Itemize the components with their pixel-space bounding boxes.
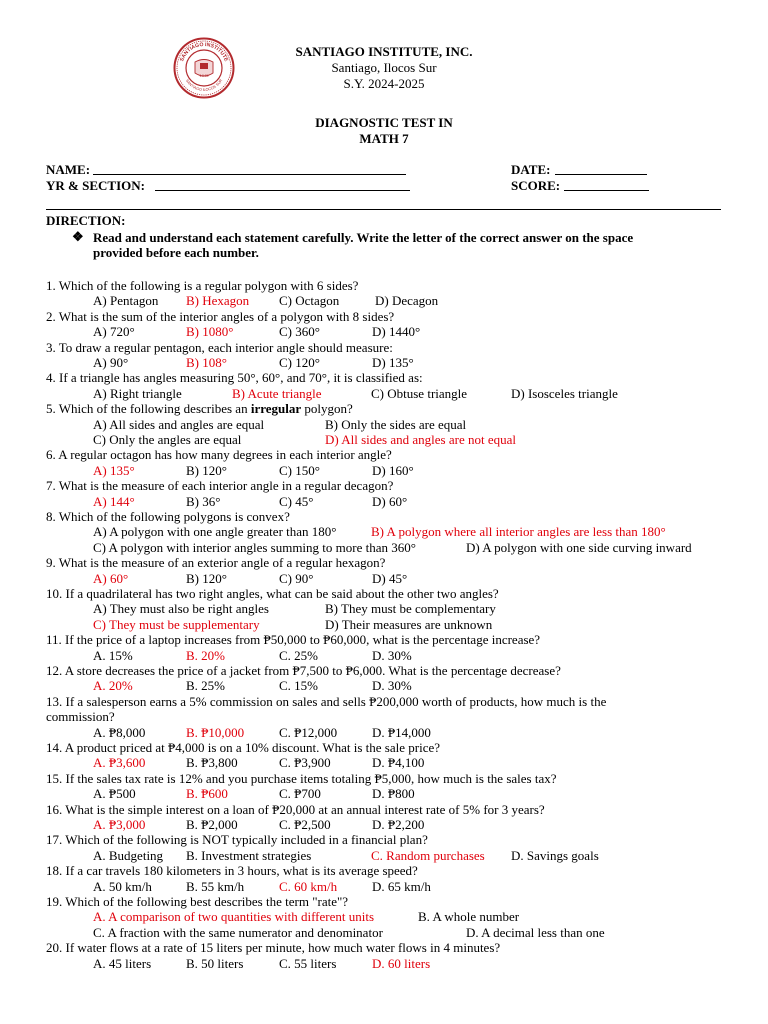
answer-option-correct: A. ₱3,600: [93, 755, 146, 771]
answer-option: D) 60°: [372, 493, 408, 509]
answer-option: C. ₱2,500: [279, 817, 331, 832]
question-12: 12. A store decreases the price of a jacket from ₱7,500 to ₱6,000. What is the percentage decrease?: [46, 663, 561, 678]
school-name: SANTIAGO INSTITUTE, INC.: [295, 44, 473, 59]
name-line[interactable]: [93, 174, 406, 175]
answer-option-correct: B. ₱600: [186, 786, 228, 802]
answer-option-correct: B) 1080°: [186, 324, 234, 340]
svg-text:1945: 1945: [199, 73, 209, 78]
answer-option-correct: C. Random purchases: [371, 847, 485, 863]
answer-option: B. 50 liters: [186, 955, 244, 971]
question-5: [46, 401, 353, 416]
answer-option: D. A decimal less than one: [466, 924, 605, 940]
answer-option: D) 45°: [372, 570, 408, 586]
direction-text-line1: Read and understand each statement carefully. Write the letter of the correct answer on the space: [93, 230, 634, 245]
question-13-continued: commission?: [46, 709, 115, 725]
answer-option: A) All sides and angles are equal: [93, 416, 265, 432]
date-label: DATE:: [511, 162, 551, 177]
name-label: NAME:: [46, 162, 91, 177]
test-title-line2: MATH 7: [359, 131, 409, 146]
answer-option: D) Isosceles triangle: [511, 385, 618, 401]
answer-option-correct: B. ₱10,000: [186, 724, 245, 740]
answer-option-correct: A. 20%: [93, 678, 133, 694]
answer-option: C. ₱3,900: [279, 755, 331, 771]
svg-text:SANTIAGO INSTITUTE: SANTIAGO INSTITUTE: [179, 41, 229, 63]
answer-option: A. 50 km/h: [93, 878, 152, 894]
question-18: 18. If a car travels 180 kilometers in 3 hours, what is its average speed?: [46, 863, 418, 879]
answer-option-correct: A. ₱3,000: [93, 817, 146, 832]
answer-option: D. ₱14,000: [372, 724, 431, 740]
answer-option: A) Right triangle: [93, 385, 182, 401]
answer-option: D) Their measures are unknown: [325, 616, 493, 632]
answer-option: D) Decagon: [375, 293, 439, 309]
question-emphasis: irregular: [250, 401, 302, 417]
answer-option-correct: A) 60°: [93, 570, 129, 586]
question-text: 5. Which of the following describes an: [46, 401, 251, 417]
question-text: polygon?: [301, 401, 353, 417]
answer-option: D. ₱800: [372, 786, 415, 802]
answer-option-correct: B) Acute triangle: [232, 385, 322, 401]
direction-text-line2: provided before each number.: [93, 245, 259, 260]
question-9: 9. What is the measure of an exterior angle of a regular hexagon?: [46, 555, 386, 571]
question-11: 11. If the price of a laptop increases from ₱50,000 to ₱60,000, what is the percentage increase?: [46, 632, 541, 648]
school-address: Santiago, Ilocos Sur: [331, 60, 437, 75]
answer-option: C. 55 liters: [279, 955, 337, 971]
answer-option: C. 25%: [279, 647, 318, 663]
answer-option: D) 135°: [372, 355, 414, 370]
answer-option: B. 55 km/h: [186, 878, 245, 894]
answer-option: B. ₱3,800: [186, 755, 238, 771]
answer-option: A. ₱8,000: [93, 724, 146, 740]
answer-option-correct: A) 144°: [93, 493, 135, 509]
answer-option-correct: B) Hexagon: [186, 293, 250, 309]
answer-option: C) Octagon: [279, 293, 340, 309]
separator-line: [46, 209, 721, 210]
answer-option: A. 45 liters: [93, 955, 152, 971]
answer-option: B. ₱2,000: [186, 817, 238, 832]
answer-option: C) 150°: [279, 462, 320, 478]
section-label: YR & SECTION:: [46, 178, 145, 193]
answer-option: C) Only the angles are equal: [93, 432, 242, 447]
answer-option-correct: D. 60 liters: [372, 955, 431, 971]
question-15: 15. If the sales tax rate is 12% and you purchase items totaling ₱5,000, how much is the sales tax?: [46, 770, 557, 786]
answer-option: C. ₱700: [279, 786, 321, 802]
answer-option: D) 160°: [372, 462, 414, 478]
answer-option-correct: C) They must be supplementary: [93, 616, 260, 632]
score-label: SCORE:: [511, 178, 561, 193]
answer-option: C) A polygon with interior angles summing to more than 360°: [93, 539, 416, 555]
answer-option: D. 30%: [372, 647, 412, 663]
answer-option: D) A polygon with one side curving inward: [466, 539, 692, 555]
answer-option: A. Budgeting: [93, 847, 164, 863]
answer-option: D) 1440°: [372, 324, 421, 340]
answer-option: C) 120°: [279, 355, 320, 370]
answer-option: B. 25%: [186, 678, 225, 694]
answer-option: B) 36°: [186, 493, 221, 509]
question-8: 8. Which of the following polygons is convex?: [46, 509, 290, 524]
answer-option: C. 15%: [279, 678, 318, 694]
question-1: 1. Which of the following is a regular polygon with 6 sides?: [46, 278, 359, 293]
answer-option-correct: B) A polygon where all interior angles are less than 180°: [371, 524, 666, 540]
answer-option: A) Pentagon: [93, 293, 159, 309]
answer-option: B) They must be complementary: [325, 601, 496, 617]
answer-option: A) A polygon with one angle greater than 180°: [93, 524, 337, 540]
section-line[interactable]: [155, 190, 410, 191]
question-17: 17. Which of the following is NOT typically included in a financial plan?: [46, 832, 428, 848]
answer-option: C) 45°: [279, 493, 314, 509]
direction-bullet-icon: ❖: [72, 229, 84, 244]
answer-option-correct: C. 60 km/h: [279, 878, 338, 894]
date-line[interactable]: [555, 174, 647, 175]
question-16: 16. What is the simple interest on a loan of ₱20,000 at an annual interest rate of 5% for 3 years?: [46, 801, 545, 817]
answer-option-correct: A. A comparison of two quantities with different units: [93, 909, 375, 925]
answer-option: D. Savings goals: [511, 847, 599, 863]
answer-option: D. ₱2,200: [372, 817, 425, 832]
test-title-line1: DIAGNOSTIC TEST IN: [315, 115, 453, 130]
answer-option: C) Obtuse triangle: [371, 385, 468, 401]
answer-option: C. ₱12,000: [279, 724, 338, 740]
answer-option-correct: B. 20%: [186, 647, 225, 663]
answer-option: A. ₱500: [93, 786, 136, 802]
answer-option-correct: D) All sides and angles are not equal: [325, 432, 516, 447]
question-10: 10. If a quadrilateral has two right angles, what can be said about the other two angles?: [46, 586, 499, 601]
answer-option: B) Only the sides are equal: [325, 416, 467, 432]
answer-option: A. 15%: [93, 647, 133, 663]
answer-option-correct: A) 135°: [93, 462, 135, 478]
question-19: 19. Which of the following best describes the term "rate"?: [46, 894, 349, 909]
answer-option: A) They must also be right angles: [93, 601, 269, 617]
svg-text:SANTIAGO ILOCOS SUR: SANTIAGO ILOCOS SUR: [184, 78, 224, 93]
answer-option: D. 30%: [372, 678, 412, 694]
answer-option: C) 360°: [279, 324, 320, 340]
question-20: 20. If water flows at a rate of 15 liters per minute, how much water flows in 4 minutes?: [46, 940, 501, 956]
question-13: 13. If a salesperson earns a 5% commission on sales and sells ₱200,000 worth of products, how much is the: [46, 693, 607, 709]
answer-option: A) 720°: [93, 324, 135, 340]
question-7: 7. What is the measure of each interior angle in a regular decagon?: [46, 478, 394, 494]
answer-option: B) 120°: [186, 570, 227, 586]
answer-option: A) 90°: [93, 355, 129, 370]
answer-option: D. ₱4,100: [372, 755, 425, 771]
question-14: 14. A product priced at ₱4,000 is on a 10% discount. What is the sale price?: [46, 740, 441, 755]
school-year: S.Y. 2024-2025: [343, 76, 425, 91]
question-2: 2. What is the sum of the interior angles of a polygon with 8 sides?: [46, 308, 395, 324]
score-line[interactable]: [564, 190, 649, 191]
question-3: 3. To draw a regular pentagon, each interior angle should measure:: [46, 339, 393, 355]
answer-option-correct: B) 108°: [186, 355, 227, 370]
direction-label: DIRECTION:: [46, 213, 126, 228]
question-6: 6. A regular octagon has how many degrees in each interior angle?: [46, 447, 392, 463]
answer-option: C. A fraction with the same numerator and denominator: [93, 924, 383, 940]
question-4: 4. If a triangle has angles measuring 50°, 60°, and 70°, it is classified as:: [46, 370, 423, 386]
answer-option: C) 90°: [279, 570, 314, 586]
answer-option: B) 120°: [186, 462, 227, 478]
answer-option: B. A whole number: [418, 909, 520, 925]
answer-option: B. Investment strategies: [186, 847, 312, 863]
answer-option: D. 65 km/h: [372, 878, 431, 894]
